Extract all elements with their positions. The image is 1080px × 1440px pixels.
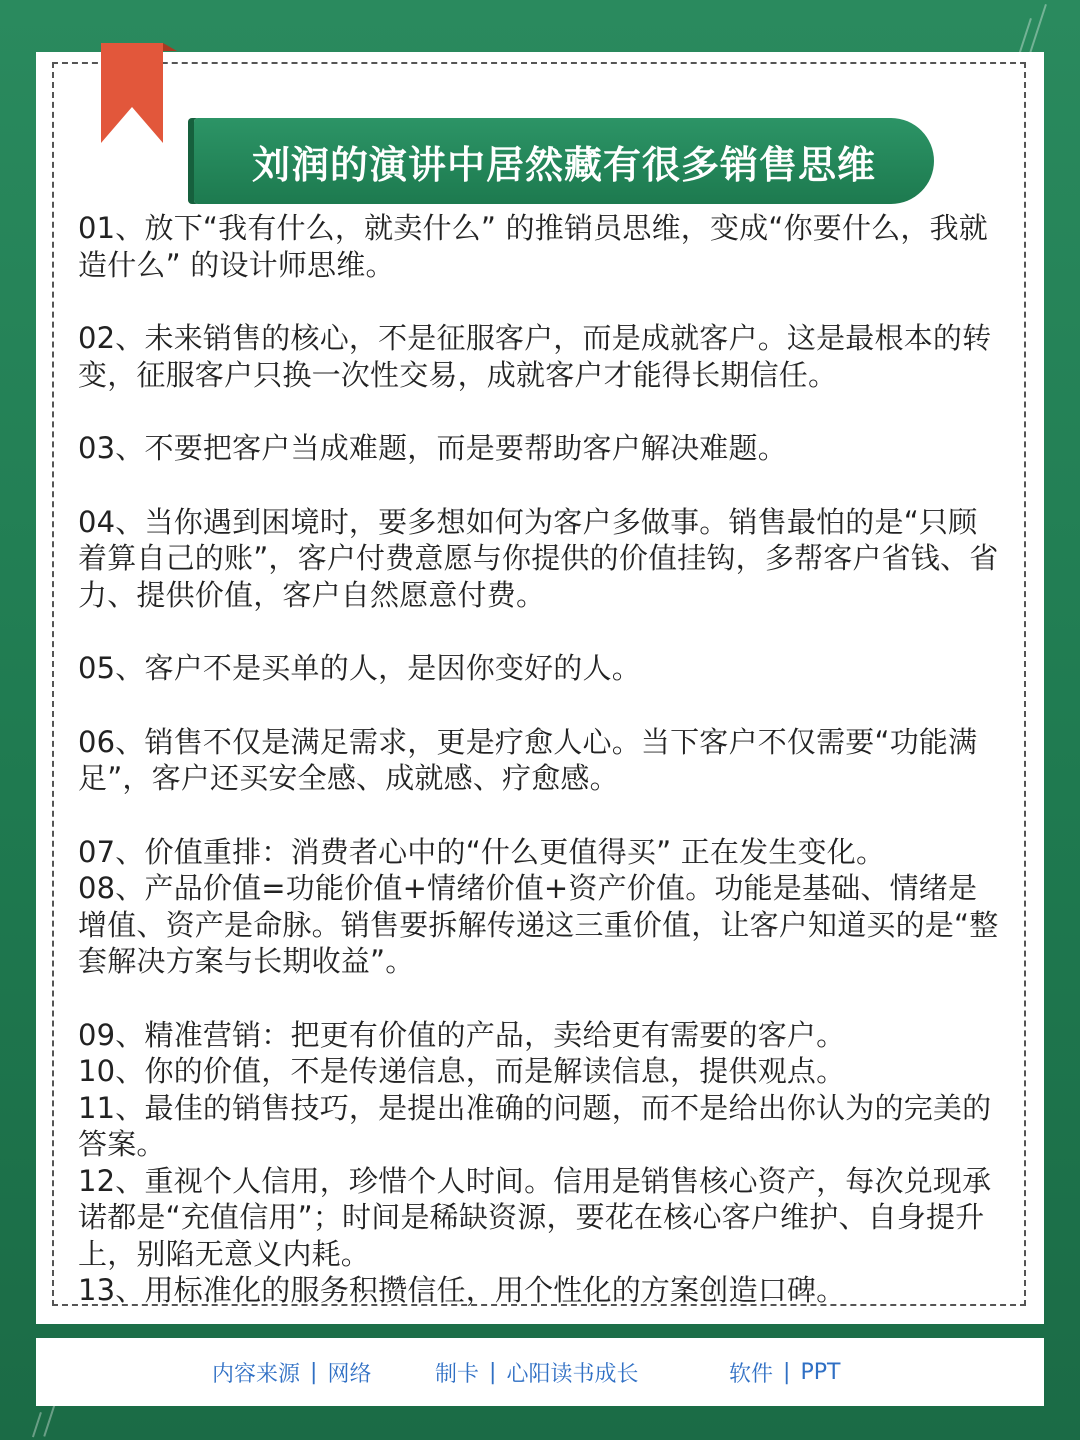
title-banner [194, 118, 934, 204]
footer-software-value: PPT [800, 1359, 841, 1385]
list-item: 13、用标准化的服务积攒信任，用个性化的方案创造口碑。 [78, 1273, 846, 1307]
footer-maker-value: 心阳读书成长 [506, 1361, 639, 1387]
list-item: 09、精准营销：把更有价值的产品，卖给更有需要的客户。 [78, 1017, 846, 1052]
footer-maker [435, 1338, 638, 1406]
footer-software-label: 软件 [729, 1361, 774, 1387]
list-item: 04、当你遇到困境时，要多想如何为客户多做事。销售最怕的是“只顾着算自己的账”，客户付费意愿与你提供的价值挂钩，多帮客户省钱、省力、提供价值，客户自然愿意付费。 [78, 504, 999, 612]
list-item: 10、你的价值，不是传递信息，而是解读信息，提供观点。 [78, 1054, 846, 1088]
footer-source [212, 1338, 371, 1406]
list-item: 05、客户不是买单的人，是因你变好的人。 [78, 651, 641, 685]
list-item: 08、产品价值=功能价值+情绪价值+资产价值。功能是基础、情绪是增值、资产是命脉。销售要拆解传递这三重价值，让客户知道买的是“整套解决方案与长期收益”。 [78, 871, 999, 978]
footer-source-value: 网络 [327, 1361, 372, 1387]
footer-divider: | [783, 1359, 791, 1385]
tips-list [78, 210, 1002, 1309]
list-item: 02、未来销售的核心，不是征服客户，而是成就客户。这是最根本的转变，征服客户只换一次性交易，成就客户才能得长期信任。 [78, 321, 992, 392]
footer-maker-label: 制卡 [435, 1361, 480, 1387]
footer-divider: | [489, 1359, 497, 1385]
footer-software [729, 1338, 840, 1406]
decorative-line [32, 1412, 42, 1437]
list-item: 03、不要把客户当成难题，而是要帮助客户解决难题。 [78, 431, 787, 465]
list-item: 06、销售不仅是满足需求，更是疗愈人心。当下客户不仅需要“功能满足”，客户还买安全感、成就感、疗愈感。 [78, 724, 978, 795]
footer-source-label: 内容来源 [212, 1361, 301, 1387]
page-title: 刘润的演讲中居然藏有很多销售思维 [251, 142, 876, 187]
footer-divider: | [310, 1359, 318, 1385]
footer-bar [36, 1338, 1044, 1406]
list-item: 12、重视个人信用，珍惜个人时间。信用是销售核心资产，每次兑现承诺都是“充值信用”；时间是稀缺资源，要花在核心客户维护、自身提升上，别陷无意义内耗。 [78, 1163, 992, 1271]
ribbon-fold [163, 43, 177, 51]
list-item: 07、价值重排：消费者心中的“什么更值得买” 正在发生变化。 [78, 834, 886, 869]
list-item: 01、放下“我有什么，就卖什么” 的推销员思维，变成“你要什么，我就造什么” 的设计师思维。 [78, 211, 988, 282]
list-item: 11、最佳的销售技巧，是提出准确的问题，而不是给出你认为的完美的答案。 [78, 1090, 992, 1161]
